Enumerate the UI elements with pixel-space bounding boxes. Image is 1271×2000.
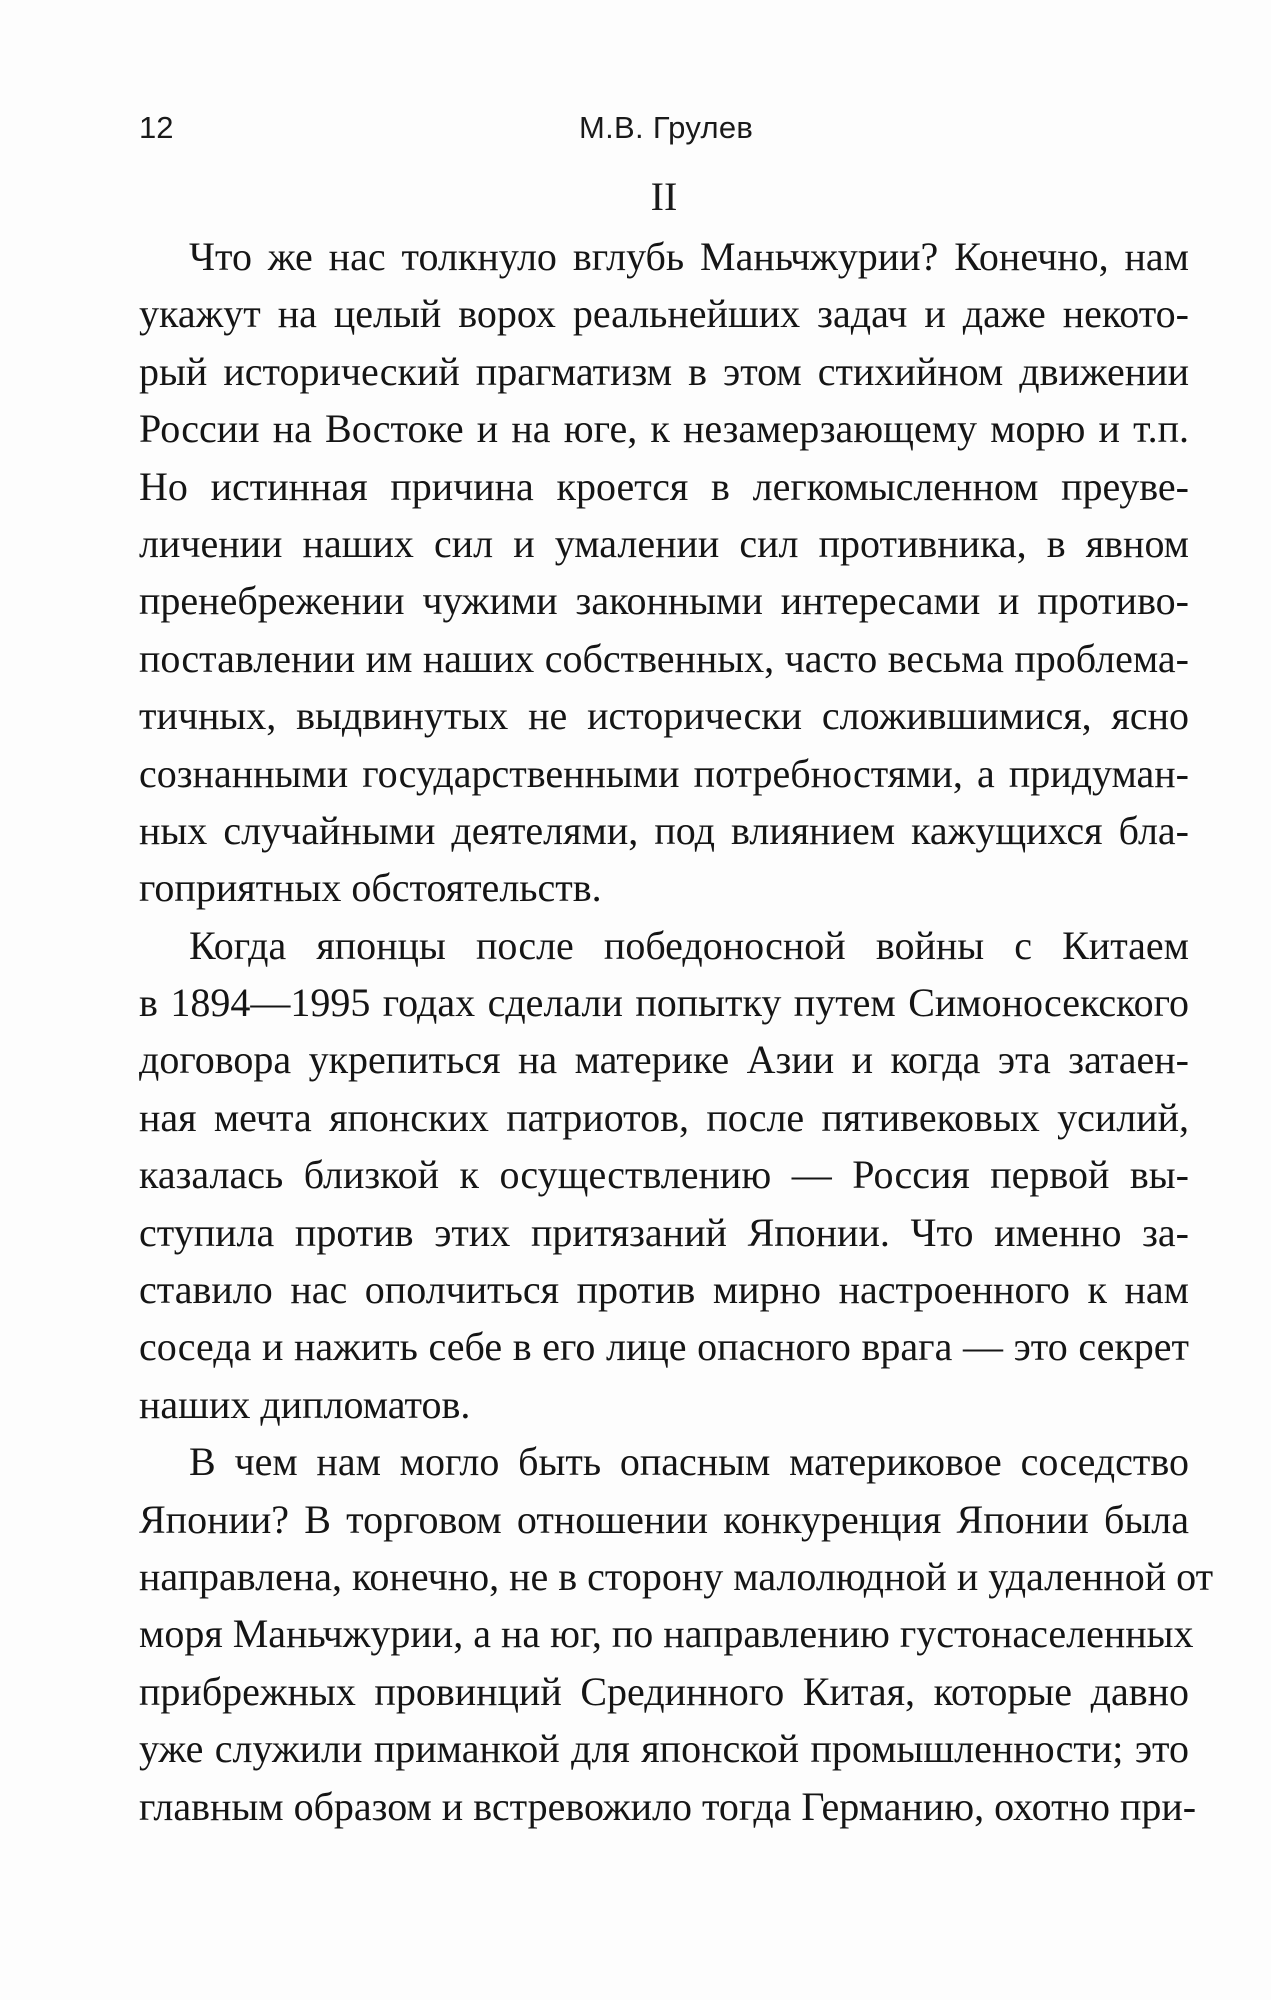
text-line: рый исторический прагматизм в этом стихийном движении	[139, 348, 1189, 394]
text-line: сознанными государственными потребностями, а придуман-	[139, 750, 1189, 796]
text-line: договора укрепиться на материке Азии и когда эта затаен-	[139, 1037, 1189, 1083]
text-line: ступила против этих притязаний Японии. Что именно за-	[139, 1209, 1189, 1255]
text-line: ных случайными деятелями, под влиянием кажущихся бла-	[139, 807, 1189, 853]
text-line: Японии? В торговом отношении конкуренция Японии была	[139, 1496, 1189, 1542]
text-line: уже служили приманкой для японской промышленности; это	[139, 1726, 1189, 1772]
text-line: личении наших сил и умалении сил противника, в явном	[139, 520, 1189, 566]
text-line: казалась близкой к осуществлению — Россия первой вы-	[139, 1152, 1189, 1198]
text-line: прибрежных провинций Срединного Китая, которые давно	[139, 1668, 1189, 1714]
chapter-numeral: II	[650, 174, 678, 219]
body-text	[139, 228, 1214, 1835]
text-line: ная мечта японских патриотов, после пятивековых усилий,	[139, 1094, 1189, 1140]
text-line: гоприятных обстоятельств.	[139, 865, 602, 911]
text-line: Что же нас толкнуло вглубь Маньчжурии? Конечно, нам	[189, 234, 1189, 279]
text-line: укажут на целый ворох реальнейших задач и даже некото-	[139, 291, 1189, 337]
text-line: в 1894—1995 годах сделали попытку путем Симоносекского	[139, 980, 1189, 1026]
text-line: России на Востоке и на юге, к незамерзающему морю и т.п.	[139, 406, 1189, 452]
running-head	[139, 108, 1189, 148]
text-line: Но истинная причина кроется в легкомысленном преуве-	[139, 463, 1189, 509]
text-line: поставлении им наших собственных, часто весьма проблема-	[139, 635, 1189, 681]
text-line: наших дипломатов.	[139, 1381, 471, 1427]
text-line: Когда японцы после победоносной войны с Китаем	[189, 922, 1189, 968]
text-line: ставило нас ополчиться против мирно настроенного к нам	[139, 1267, 1189, 1313]
text-line: моря Маньчжурии, а на юг, по направлению густонаселенных	[139, 1611, 1194, 1657]
text-line: тичных, выдвинутых не исторически сложившимися, ясно	[139, 693, 1189, 739]
running-title: М.В. Грулев	[579, 110, 754, 145]
text-line: В чем нам могло быть опасным материковое соседство	[189, 1439, 1189, 1485]
text-line: главным образом и встревожило тогда Германию, охотно при-	[139, 1783, 1197, 1829]
text-line: направлена, конечно, не в сторону малолюдной и удаленной от	[139, 1553, 1214, 1599]
text-line: пренебрежении чужими законными интересами и противо-	[139, 578, 1189, 624]
text-line: соседа и нажить себе в его лице опасного врага — это секрет	[139, 1324, 1189, 1370]
page-number: 12	[139, 110, 174, 145]
